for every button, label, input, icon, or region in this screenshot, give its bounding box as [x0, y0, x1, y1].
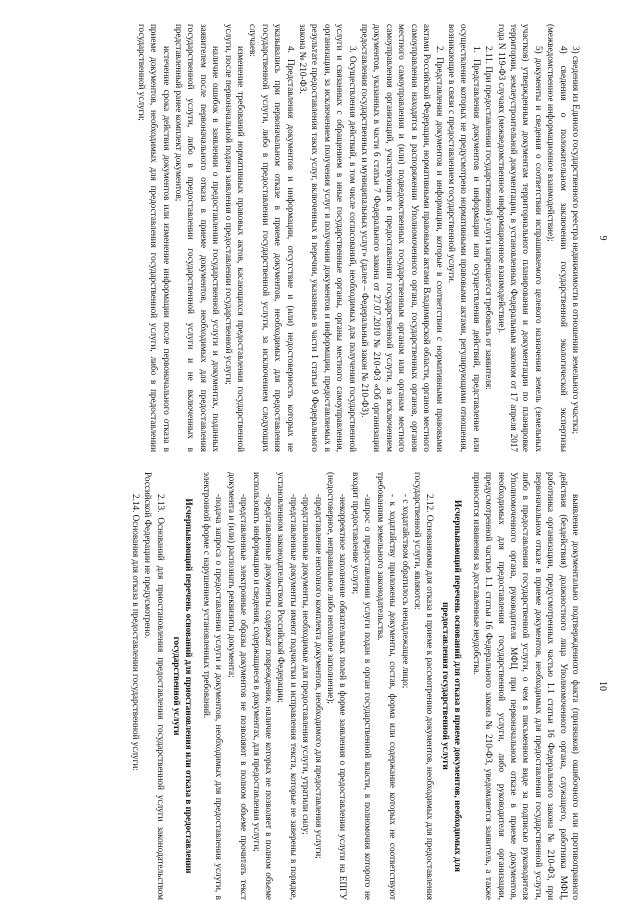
paragraph: -представление неполного комплекта документов, необходимого для предоставления услуги; — [313, 494, 324, 859]
paragraph: 5) документы и сведения о соответствии испрашиваемого целевого назначения земель (земельных участков) утвержденным документам территориального планирования и документации по планировке территории, землеустроительной документации, в установленных Федеральным законом от 17 апреля 2017 года N 119-ФЗ случаях (межведомственное информационное взаимодействие). — [496, 24, 544, 452]
section-heading: Исчерпывающий перечень оснований для приостановления или отказа в предоставлении государственной услуги — [171, 498, 194, 874]
paragraph: -представленные документы, необходимые для предоставления услуги, утратили силу; — [301, 494, 312, 835]
page-body — [129, 472, 582, 900]
paragraph: изменение требований нормативных правовых актов, касающихся предоставления государственной услуги, после первоначальной подачи заявления о предоставлении государственной услуги; — [223, 24, 247, 452]
paragraph: 2. Представления документов и информации, которые в соответствии с нормативными правовыми актами Российской Федерации, нормативными правовыми актами Владимирской области, органов местного самоуправления находятся в распоряжении Уполномоченного органа, государственных органов, органов местного самоуправления и (или) подведомственных государственным органам или органам местного самоуправления организаций, участвующих в предоставлении государственной услуги, за исключением документов, указанных в части 6 статьи 7 Федерального закона от 27.07.2010 № 210-ФЗ «Об организации предоставления государственных и муниципальных услуг» (далее – Федеральный закон № 210-ФЗ). — [360, 24, 445, 452]
paragraph: -представленные документы содержат повреждения, наличие которых не позволяет в полном объеме использовать информацию и сведения, содержащиеся в документах, для предоставления услуги; — [251, 472, 275, 900]
paragraph: выявление документально подтвержденного факта (признаков) ошибочного или противоправного действия (бездействия) должностного лица Уполномоченного органа, служащего, работника МФЦ, работника организации, предусмотренных частью 1.1 статьи 16 Федерального закона № 210-ФЗ, при первоначальном отказе в приеме документов, необходимых для предоставления государственной услуги, либо в предоставлении государственной услуги, о чем в письменном виде за подписью руководителя Уполномоченного органа, руководителя МФЦ при первоначальном отказе в приеме документов, необходимых для предоставления государственной услуги, либо руководителя организации, предусмотренной частью 1.1 статьи 16 Федерального закона № 210-ФЗ, уведомляется заявитель, а также приносятся извинения за доставленные неудобства. — [471, 472, 581, 900]
page-number: 9 — [597, 235, 608, 241]
paragraph: 2.12. Основаниями для отказа в приеме к рассмотрению документов, необходимых для предоставления государственной услуги, являются: — [412, 472, 436, 900]
paragraph: -запрос о предоставлении услуги подан в орган государственной власти, в полномочия которого не входит предоставление услуги; — [350, 472, 374, 900]
page-number: 10 — [597, 681, 608, 691]
paragraph: - с ходатайством обратилось ненадлежащее лицо; — [400, 494, 411, 689]
paragraph: 3) сведения из Единого государственного реестра недвижимости в отношении земельного участка; — [571, 46, 581, 435]
paragraph: - к ходатайству приложены документы, состав, форма или содержание которых не соответствуют требованиям земельного законодательства. — [375, 472, 399, 900]
paragraph: 4) сведения о положительном заключении государственной экологической экспертизы (межведомственное информационное взаимодействие); — [546, 24, 569, 452]
document-page-9 — [12, 18, 612, 458]
paragraph: 2.13. Оснований для приостановления предоставления государственной услуги законодательством Российской Федерации не предусмотрено. — [143, 472, 166, 900]
section-heading: Исчерпывающий перечень оснований для отказа в приеме документов, необходимых для предоставления государственной услуги — [441, 500, 464, 872]
paragraph: 2.14. Основания для отказа в предоставлении государственной услуги: — [130, 494, 141, 771]
paragraph: 2.11. При предоставлении государственной услуги запрещается требовать от заявителя: — [484, 46, 495, 390]
paragraph: наличие ошибок в заявлении о предоставлении государственной услуги и документах, поданных заявителем после первоначального отказа в приеме документов, необходимых для предоставления государственной услуги, либо в предоставлении государственной услуги и не включенных в представленный ранее комплект документов; — [174, 24, 222, 452]
page-body — [135, 24, 582, 452]
paragraph: 1. Представления документов и информации или осуществления действий, представление или осуществление которых не предусмотрено нормативными правовыми актами, регулирующими отношения, возникающие в связи с предоставлением государственной услуги. — [446, 24, 482, 452]
paragraph: истечение срока действия документов или изменение информации после первоначального отказа в приеме документов, необходимых для предоставления государственной услуги, либо в предоставлении государственной услуги; — [136, 24, 172, 452]
paragraph: -подача запроса о предоставлении услуги и документов, необходимых для предоставления услуги, в электронной форме с нарушением установленных требований. — [202, 472, 225, 900]
paragraph: -некорректное заполнение обязательных полей в форме заявления о предоставлении услуги на ЕПГУ (недостоверное, неправильное либо неполное заполнение); — [326, 472, 349, 900]
document-page-10 — [12, 466, 612, 906]
paragraph: 4. Представления документов и информации, отсутствие и (или) недостоверность которых не указывались при первоначальном отказе в приеме документов, необходимых для предоставления государственной услуги, либо в предоставлении государственной услуги, за исключением следующих случаев: — [248, 24, 296, 452]
paragraph: -представленные электронные образы документов не позволяют в полном объеме прочитать текст документа и (или) распознать реквизиты документа; — [226, 472, 250, 900]
paragraph: 3. Осуществления действий, в том числе согласований, необходимых для получения государственной услуги и связанных с обращением в иные государственные органы, органы местного самоуправления, организации, за исключением получения услуг и получения документов и информации, предоставляемых в результате предоставления таких услуг, включенных в перечни, указанные в части 1 статьи 9 Федерального закона № 210-ФЗ. — [298, 24, 358, 452]
paragraph: -представленные документы имеют подчистки и исправления текста, которые не заверены в порядке, установленном законодательством Российской Федерации; — [276, 472, 299, 900]
